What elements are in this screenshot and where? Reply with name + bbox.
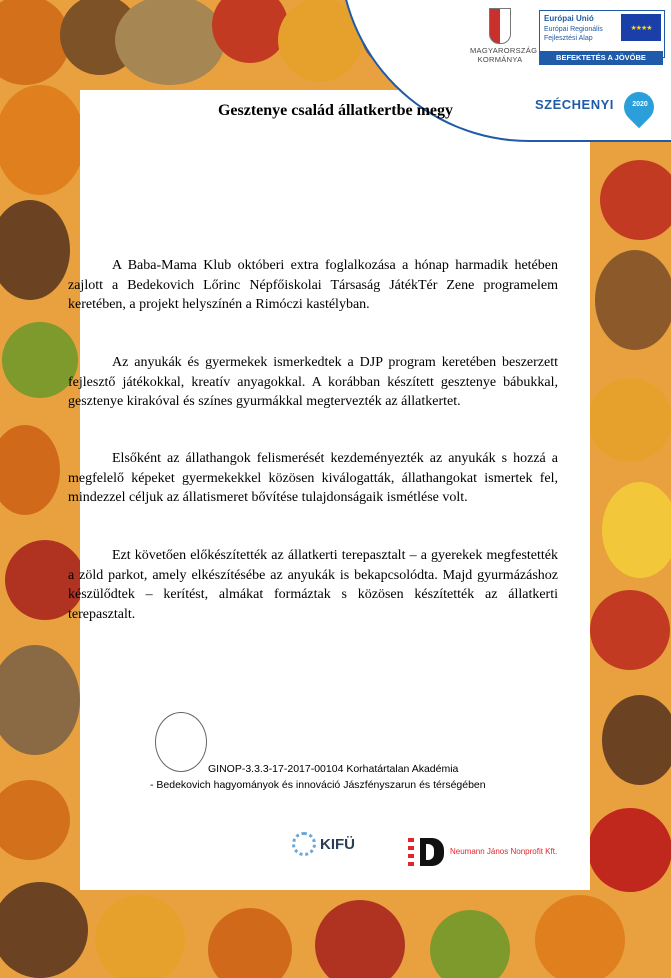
- neumann-logo: [408, 838, 557, 866]
- hu-gov-label: MAGYARORSZÁG KORMÁNYA: [470, 46, 538, 64]
- article-paragraph: Elsőként az állathangok felismerését kezdeményezték az anyukák s hozzá a megfelelő képeket gyermekekkel közösen kiválogatták, állathangokat ismertek fel, mindezzel céljuk az állatismeret bővítése tulajdonságaik ismétlése volt.: [68, 451, 558, 505]
- neumann-label: Neumann János Nonprofit Kft.: [450, 847, 558, 856]
- project-code: GINOP-3.3.3-17-2017-00104 Korhatártalan Akadémia: [208, 763, 459, 775]
- article-paragraph: Ezt követően előkészítették az állatkerti terepasztalt – a gyerekek megfestették a zöld parkot, amely elkészítésébe az anyukák is bekapcsolódta. Majd gyurmázáshoz készülődtek – kerítést, almákat formáztak s közösen készítették az állatkerti terepasztalt.: [68, 548, 558, 622]
- kifu-label: KIFÜ: [320, 835, 355, 853]
- eu-title: Európai Unió: [544, 14, 594, 23]
- article-title: Gesztenye család állatkertbe megy: [217, 102, 454, 119]
- article-paragraph: Az anyukák és gyermekek ismerkedtek a DJP program keretében beszerzett fejlesztő játékokkal, kreatív anyagokkal. A korábban készített gesztenye bábukkal, gesztenye kirakóval és színes gyurmákkal megtervezték az állatkertet.: [68, 355, 558, 409]
- kifu-mark-icon: [292, 832, 316, 856]
- eu-flag-icon: ★★★★: [621, 14, 661, 41]
- neumann-dots-icon: [408, 838, 414, 866]
- kifu-logo: [292, 832, 355, 856]
- article-paragraph: A Baba-Mama Klub októberi extra foglalkozása a hónap harmadik hetében zajlott a Bedekovich Lőrinc Népfőiskolai Társaság JátékTér Zene programelem keretében, a projekt helyszínén a Rimóczi kastélyban.: [68, 258, 558, 312]
- szechenyi-label: SZÉCHENYI: [535, 97, 614, 112]
- hungary-government-logo: [470, 8, 538, 64]
- eu-subtitle: Európai Regionális Fejlesztési Alap: [544, 26, 603, 42]
- project-description: - Bedekovich hagyományok és innováció Jászfényszarun és térségében: [150, 779, 486, 791]
- neumann-d-icon: [420, 838, 444, 866]
- eu-slogan: BEFEKTETÉS A JÖVŐBE: [539, 51, 663, 65]
- bedekovich-seal-logo: [155, 712, 207, 772]
- coat-of-arms-icon: [489, 8, 511, 44]
- szechenyi-year: 2020: [632, 101, 648, 108]
